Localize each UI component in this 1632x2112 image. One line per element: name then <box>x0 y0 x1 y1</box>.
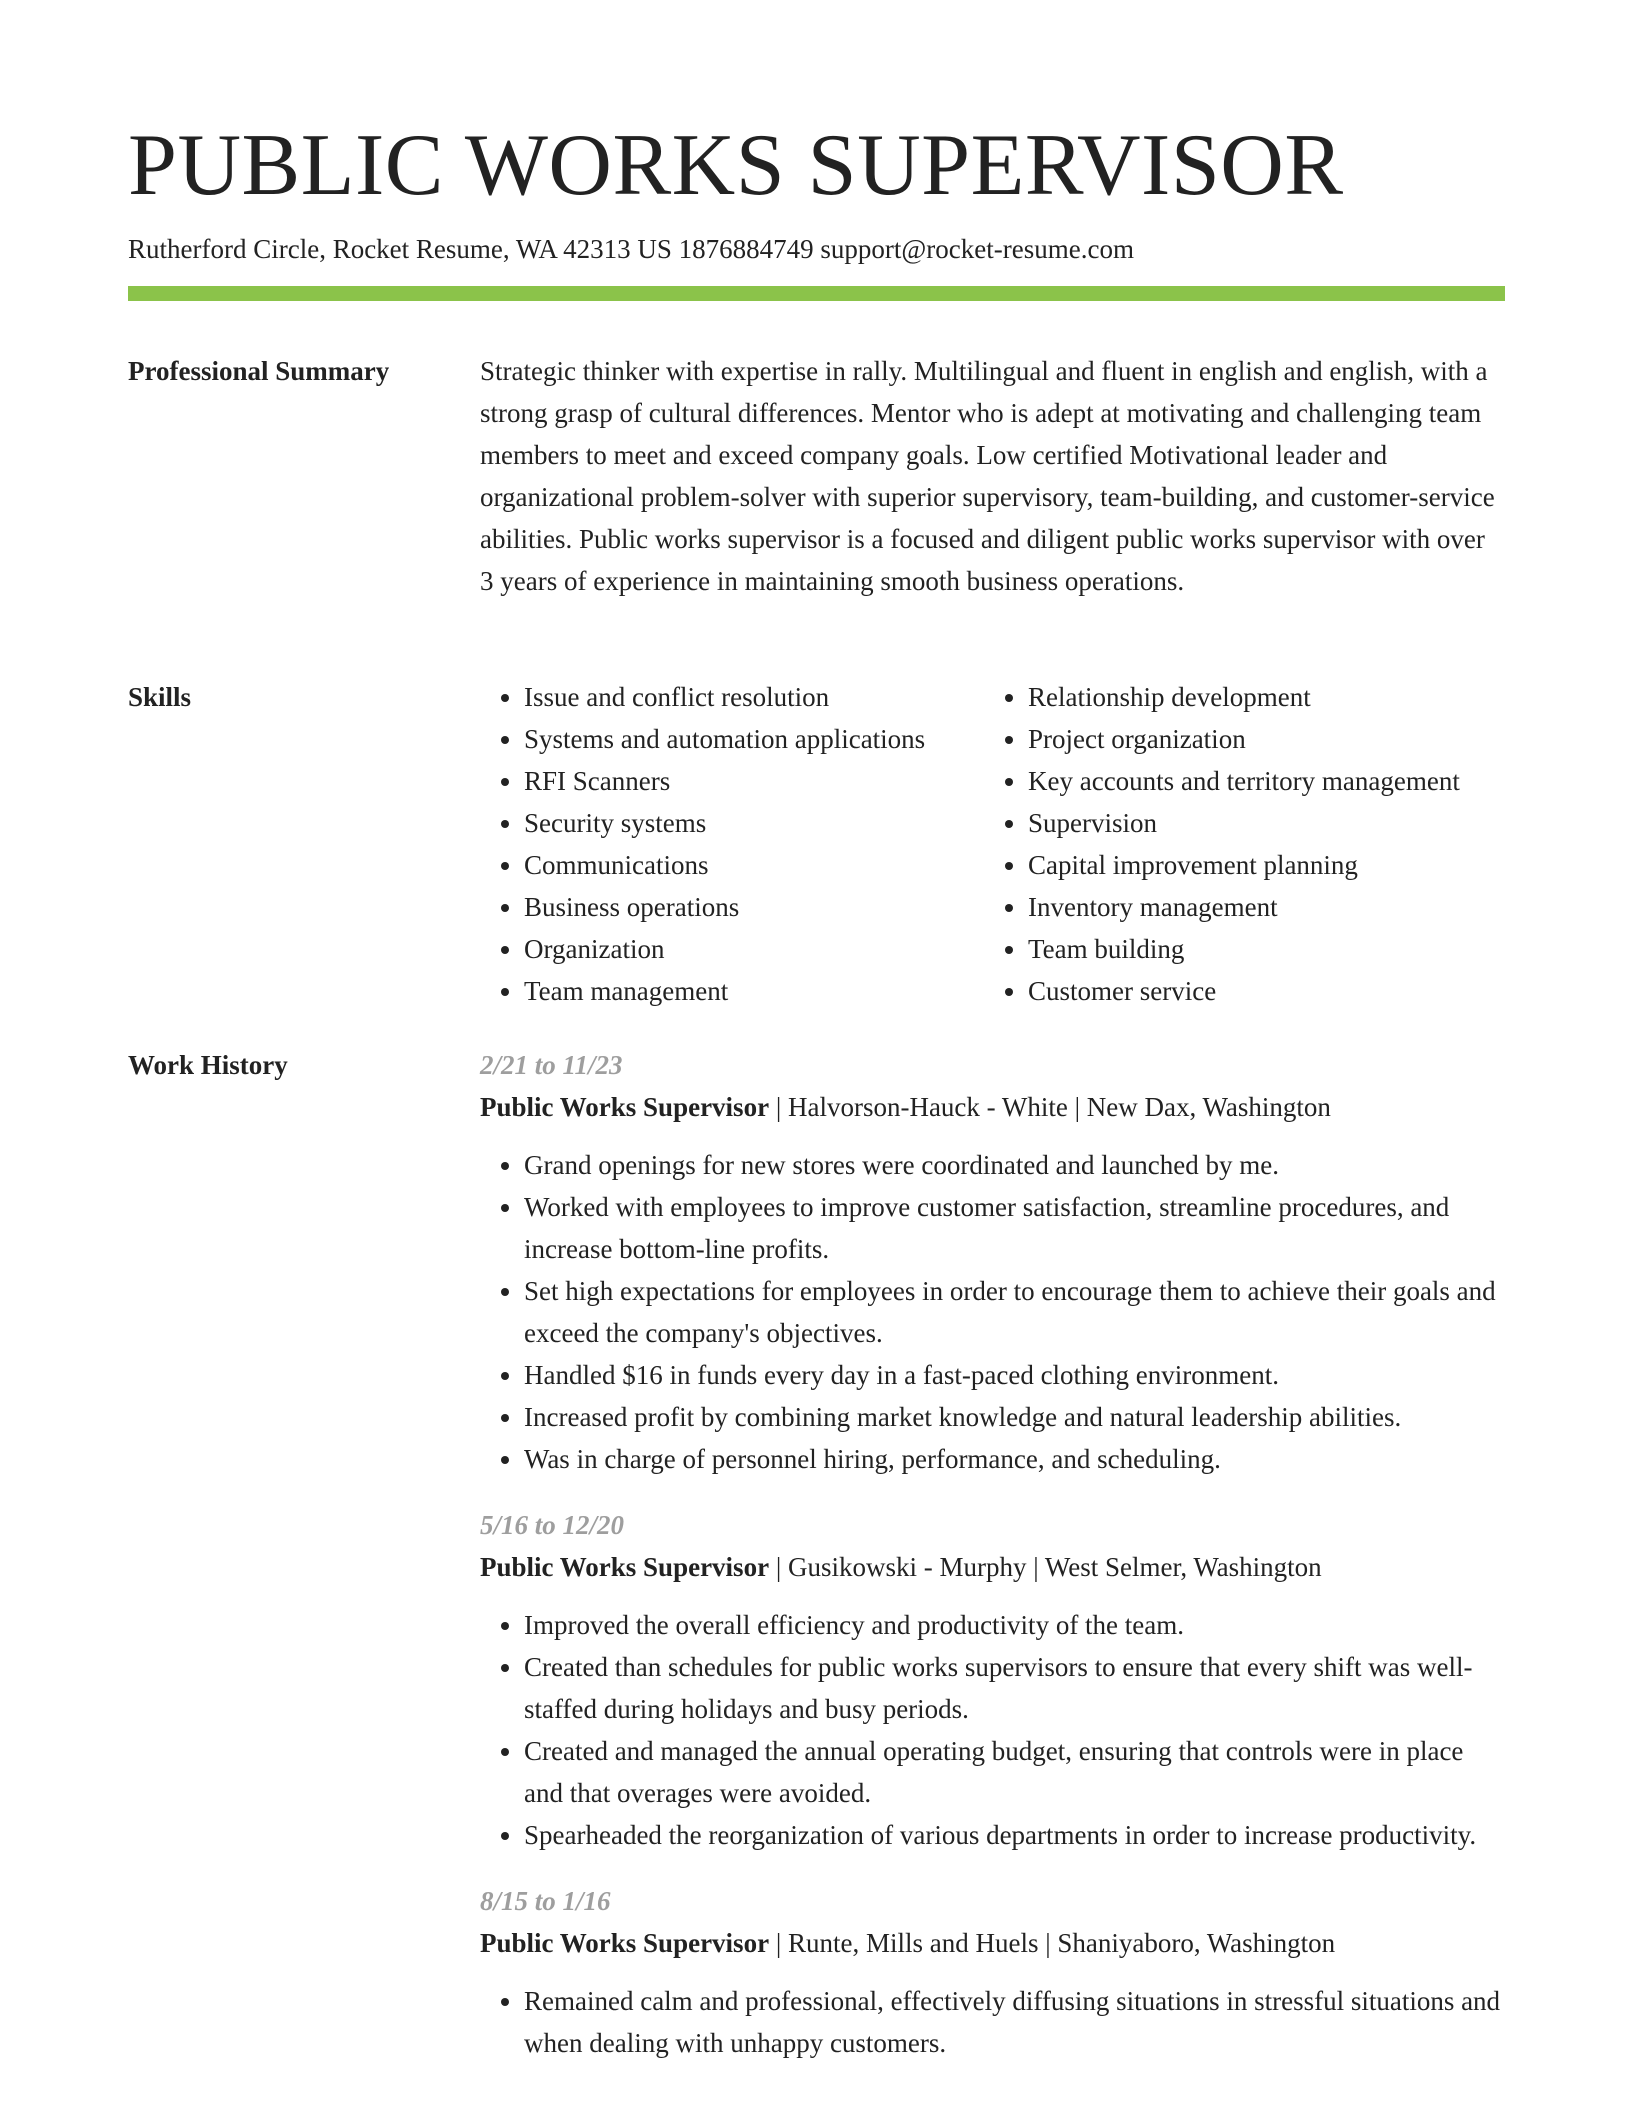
job-heading <box>480 1546 1505 1588</box>
skill-item: • Capital improvement planning <box>1028 844 1460 886</box>
skills-list-left <box>480 676 984 1012</box>
summary-heading: Professional Summary <box>128 356 390 386</box>
skill-item: • Inventory management <box>1028 886 1460 928</box>
job-heading <box>480 1086 1505 1128</box>
job-bullet: • Increased profit by combining market knowledge and natural leadership abilities. <box>524 1396 1505 1438</box>
work-history-section <box>480 1044 1505 2088</box>
summary-text: Strategic thinker with expertise in rally. Multilingual and fluent in english and english, with a strong grasp of cultural differences. Mentor who is adept at motivating and challenging team members to meet and exceed company goals. Low certified Motivational leader and organizational problem-solver with superior supervisory, team-building, and customer-service abilities. Public works supervisor is a focused and diligent public works supervisor with over 3 years of experience in maintaining smooth business operations. <box>480 356 1495 596</box>
skill-item: • Relationship development <box>1028 676 1460 718</box>
job-bullet: • Was in charge of personnel hiring, performance, and scheduling. <box>524 1438 1505 1480</box>
job-bullet: • Created and managed the annual operating budget, ensuring that controls were in place and that overages were avoided. <box>524 1730 1505 1814</box>
job-title: Public Works Supervisor <box>480 1092 770 1122</box>
job-dates: 5/16 to 12/20 <box>480 1510 625 1540</box>
job-entry <box>480 1044 1505 1480</box>
resume-title: PUBLIC WORKS SUPERVISOR <box>128 117 1344 214</box>
skill-item: • Project organization <box>1028 718 1460 760</box>
job-title: Public Works Supervisor <box>480 1928 770 1958</box>
job-bullet: • Created than schedules for public works supervisors to ensure that every shift was well-staffed during holidays and busy periods. <box>524 1646 1505 1730</box>
job-entry <box>480 1880 1505 2064</box>
job-bullet: • Set high expectations for employees in order to encourage them to achieve their goals and exceed the company's objectives. <box>524 1270 1505 1354</box>
skill-item: • Communications <box>524 844 984 886</box>
skill-item: • Systems and automation applications <box>524 718 984 760</box>
skill-item: • RFI Scanners <box>524 760 984 802</box>
skill-item: • Organization <box>524 928 984 970</box>
skill-item: • Supervision <box>1028 802 1460 844</box>
job-bullet: • Worked with employees to improve customer satisfaction, streamline procedures, and increase bottom-line profits. <box>524 1186 1505 1270</box>
job-details: | Halvorson-Hauck - White | New Dax, Washington <box>769 1092 1331 1122</box>
job-title: Public Works Supervisor <box>480 1552 770 1582</box>
skills-list-right <box>984 676 1460 1012</box>
contact-line: Rutherford Circle, Rocket Resume, WA 42313 US 1876884749 support@rocket-resume.com <box>128 234 1134 264</box>
job-details: | Runte, Mills and Huels | Shaniyaboro, Washington <box>769 1928 1336 1958</box>
skill-item: • Key accounts and territory management <box>1028 760 1460 802</box>
job-bullet: • Remained calm and professional, effectively diffusing situations in stressful situations and when dealing with unhappy customers. <box>524 1980 1505 2064</box>
job-bullet: • Spearheaded the reorganization of various departments in order to increase productivity. <box>524 1814 1505 1856</box>
job-bullets <box>480 1604 1505 1856</box>
skills-section <box>480 676 1505 1012</box>
skill-item: • Security systems <box>524 802 984 844</box>
job-bullet: • Grand openings for new stores were coordinated and launched by me. <box>524 1144 1505 1186</box>
skill-item: • Team building <box>1028 928 1460 970</box>
job-details: | Gusikowski - Murphy | West Selmer, Washington <box>769 1552 1322 1582</box>
skill-item: • Issue and conflict resolution <box>524 676 984 718</box>
job-entry <box>480 1504 1505 1856</box>
job-bullets <box>480 1980 1505 2064</box>
job-bullet: • Improved the overall efficiency and productivity of the team. <box>524 1604 1505 1646</box>
job-bullet: • Handled $16 in funds every day in a fast-paced clothing environment. <box>524 1354 1505 1396</box>
job-dates: 8/15 to 1/16 <box>480 1886 611 1916</box>
accent-divider <box>128 286 1505 301</box>
skill-item: • Team management <box>524 970 984 1012</box>
skills-heading: Skills <box>128 682 192 712</box>
job-bullets <box>480 1144 1505 1480</box>
skill-item: • Customer service <box>1028 970 1460 1012</box>
skill-item: • Business operations <box>524 886 984 928</box>
job-dates: 2/21 to 11/23 <box>480 1050 623 1080</box>
job-heading <box>480 1922 1505 1964</box>
work-history-heading: Work History <box>128 1050 288 1080</box>
summary-section <box>480 350 1505 602</box>
